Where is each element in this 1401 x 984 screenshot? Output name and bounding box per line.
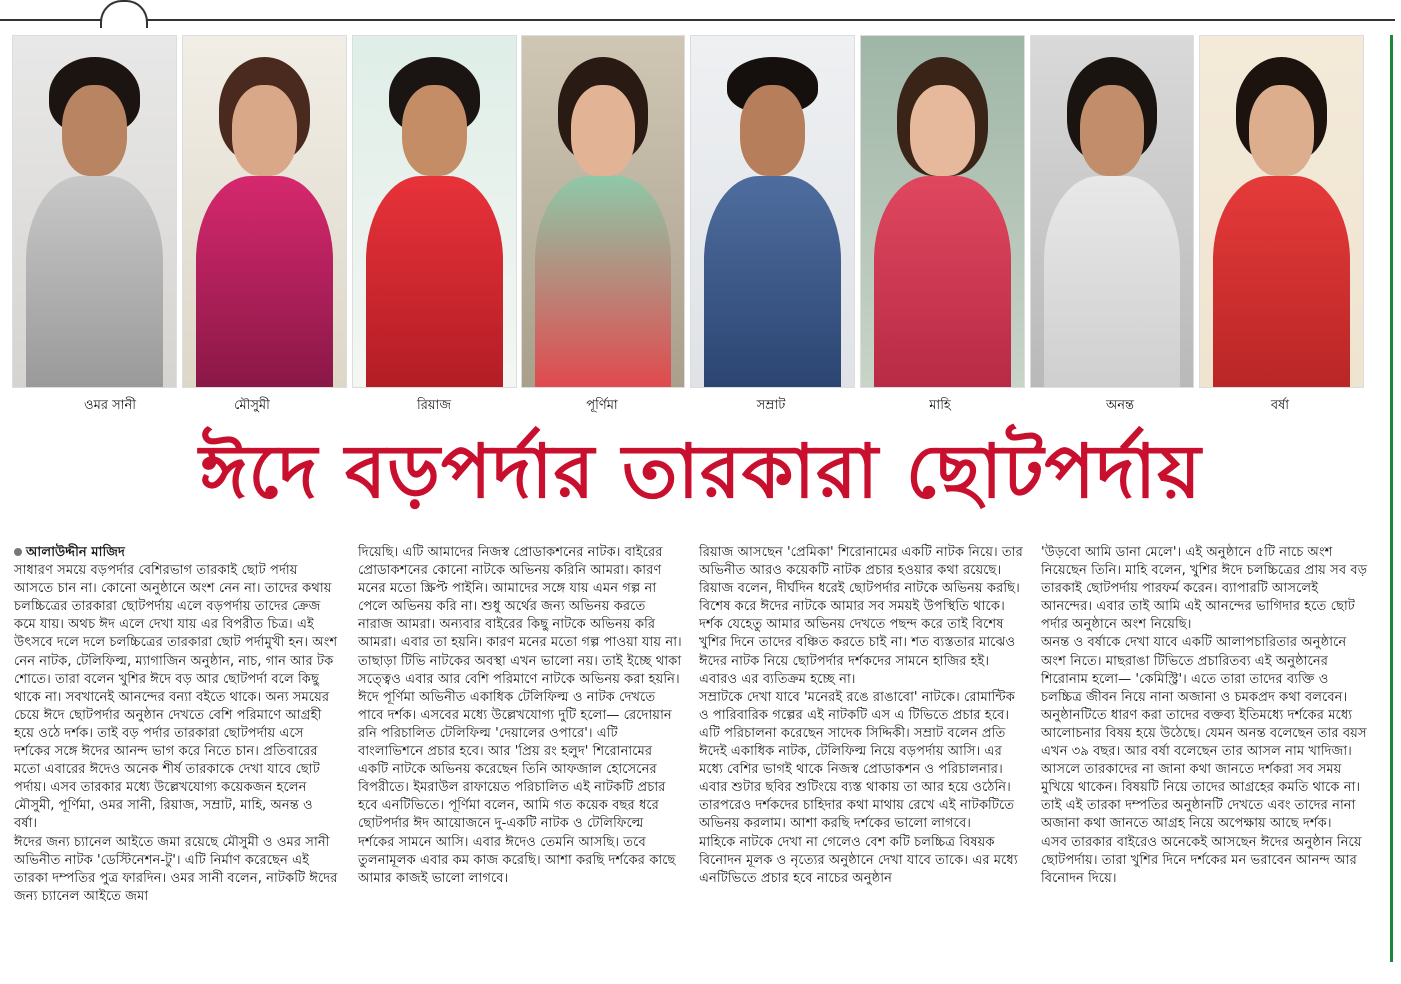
photo-ananta bbox=[1030, 35, 1194, 388]
byline-bullet-icon bbox=[14, 548, 22, 556]
photo-purnima bbox=[521, 35, 685, 388]
photo-mousumi bbox=[182, 35, 347, 388]
byline bbox=[14, 544, 338, 562]
header-tab-decoration bbox=[100, 0, 148, 28]
column-3-paragraph-3: মাহিকে নাটকে দেখা না গেলেও বেশ কটি চলচ্চিত্র বিষয়ক বিনোদন মূলক ও নৃত্যের অনুষ্ঠানে দেখা যাবে তাকে। এর মধ্যে এনটিভিতে প্রচার হবে নাচের অনুষ্ঠান bbox=[699, 834, 1018, 886]
article-column-4 bbox=[1041, 544, 1371, 888]
column-3-paragraph-1: রিয়াজ আসছেন 'প্রেমিকা' শিরোনামের একটি নাটক নিয়ে। তার অভিনীত আরও কয়েকটি নাটক প্রচার হওয়ার কথা রয়েছে। রিয়াজ বলেন, দীর্ঘদিন ধরেই ছোটপর্দার নাটকে অভিনয় করছি। বিশেষ করে ঈদের নাটকে আমার সব সময়ই উপস্থিতি থাকে। দর্শক যেহেতু আমার অভিনয় দেখতে পছন্দ করে তাই বিশেষ খুশির দিনে তাদের বঞ্চিত করতে চাই না। শত ব্যস্ততার মাঝেও ঈদের নাটক নিয়ে ছোটপর্দার দর্শকদের সামনে হাজির হই। এবারও এর ব্যতিক্রম হচ্ছে না। bbox=[699, 545, 1023, 687]
star-photo-strip bbox=[12, 35, 1364, 390]
photo-riaz bbox=[352, 35, 517, 388]
column-4-paragraph-1: 'উড়বো আমি ডানা মেলে'। এই অনুষ্ঠানে ৫টি নাচে অংশ নিয়েছেন তিনি। মাহি বলেন, খুশির ঈদে চলচ্চিত্রের প্রায় সব বড় তারকাই ছোটপর্দায় পারফর্ম করেন। ব্যাপারটি আসলেই আনন্দের। এবার তাই আমি এই আনন্দের ভাগিদার হতে ছোট পর্দার অনুষ্ঠানে অংশ নিয়েছি। bbox=[1041, 545, 1368, 633]
caption-mousumi: মৌসুমী bbox=[234, 398, 270, 413]
column-4-paragraph-3: এসব তারকার বাইরেও অনেকেই আসছেন ঈদের অনুষ্ঠান নিয়ে ছোটপর্দায়। তারা খুশির দিনে দর্শকের মন ভরাবেন আনন্দ আর বিনোদন দিয়ে। bbox=[1041, 834, 1362, 886]
photo-omar-sani bbox=[12, 35, 177, 388]
column-3-paragraph-2: সম্রাটকে দেখা যাবে 'মনেরই রঙে রাঙাবো' নাটকে। রোমান্টিক ও পারিবারিক গল্পের এই নাটকটি এস এ টিভিতে প্রচার হবে। এটি পরিচালনা করেছেন সাদেক সিদ্দিকী। সম্রাট বলেন প্রতি ঈদেই একাধিক নাটক, টেলিফিল্ম নিয়ে বড়পর্দায় আসি। এর মধ্যে বেশির ভাগই থাকে নিজস্ব প্রোডাকশন ও পরিচালনার। এবার শুটার ছবির শুটিংয়ে ব্যস্ত থাকায় তা আর হয়ে ওঠেনি। তারপরেও দর্শকদের চাহিদার কথা মাথায় রেখে এই নাটকটিতে অভিনয় করলাম। আশা করছি দর্শকের ভালো লাগবে। bbox=[699, 689, 1016, 832]
photo-mahi bbox=[860, 35, 1025, 388]
caption-barsha: বর্ষা bbox=[1270, 398, 1290, 413]
article-column-2 bbox=[358, 544, 682, 888]
page-header-bar bbox=[0, 0, 1401, 28]
caption-riaz: রিয়াজ bbox=[417, 398, 451, 413]
caption-ananta: অনন্ত bbox=[1106, 398, 1134, 413]
caption-purnima: পূর্ণিমা bbox=[586, 398, 618, 413]
column-4-paragraph-2: অনন্ত ও বর্ষাকে দেখা যাবে একটি আলাপচারিতার অনুষ্ঠানে অংশ নিতে। মাছরাঙা টিভিতে প্রচারিতব্য এই অনুষ্ঠানের শিরোনাম হলো— 'কেমিস্ট্রি'। এতে তারা তাদের ব্যক্তি ও চলচ্চিত্র জীবন নিয়ে নানা অজানা ও চমকপ্রদ কথা বলবেন। অনুষ্ঠানটিতে ধারণ করা তাদের বক্তব্য ইতিমধ্যে দর্শকের মধ্যে আলোচনার বিষয় হয়ে উঠেছে। যেমন অনন্ত বলেছেন তার বয়স এখন ৩৯ বছর। আর বর্ষা বলেছেন তার আসল নাম খাদিজা। আসলে তারকাদের না জানা কথা জানতে দর্শকরা সব সময় মুখিয়ে থাকেন। বিষয়টি নিয়ে তাদের আগ্রহের কমতি থাকে না। তাই এই তারকা দম্পতির অনুষ্ঠানটি দেখতে এবং তাদের নানা অজানা কথা জানতে আগ্রহ নিয়ে অপেক্ষায় আছে দর্শক। bbox=[1041, 635, 1367, 832]
photo-barsha bbox=[1199, 35, 1364, 388]
caption-mahi: মাহি bbox=[929, 398, 951, 413]
column-1-paragraph-1: সাধারণ সময়ে বড়পর্দার বেশিরভাগ তারকাই ছোট পর্দায় আসতে চান না। কোনো অনুষ্ঠানে অংশ নেন না। তাদের কথায় চলচ্চিত্রের তারকারা ছোটপর্দায় এলে বড়পর্দায় তাদের ক্রেজ কমে যায়। অথচ ঈদ এলে দেখা যায় এর বিপরীত চিত্র। এই উৎসবে দলে দলে চলচ্চিত্রের তারকারা ছোট পর্দামুখী হন। অংশ নেন নাটক, টেলিফিল্ম, ম্যাগাজিন অনুষ্ঠান, নাচ, গান আর টক শোতে। তারা বলেন খুশির ঈদে বড় আর ছোটপর্দা বলে কিছু থাকে না। সবখানেই আনন্দের বন্যা বইতে থাকে। অন্য সময়ের চেয়ে ঈদে ছোটপর্দার অনুষ্ঠান দেখতে বেশি পরিমাণে আগ্রহী হয়ে ওঠে দর্শক। তাই বড় পর্দার তারকারা ছোটপর্দায় এসে দর্শকের সঙ্গে ঈদের আনন্দ ভাগ করে নিতে চান। প্রতিবারের মতো এবারের ঈদেও অনেক শীর্ষ তারকাকে দেখা যাবে ছোট পর্দায়। এসব তারকার মধ্যে উল্লেখযোগ্য কয়েকজন হলেন মৌসুমী, পূর্ণিমা, ওমর সানী, রিয়াজ, সম্রাট, মাহি, অনন্ত ও বর্ষা। bbox=[14, 563, 338, 832]
column-1-paragraph-2: ঈদের জন্য চ্যানেল আইতে জমা রয়েছে মৌসুমী ও ওমর সানী অভিনীত নাটক 'ডেস্টিনেশন-টু'। এটি নির্মাণ করেছেন এই তারকা দম্পতির পুত্র ফারদিন। ওমর সানী বলেন, নাটকটি ঈদের জন্য চ্যানেল আইতে জমা bbox=[14, 834, 338, 904]
photo-samrat bbox=[690, 35, 855, 388]
caption-samrat: সম্রাট bbox=[756, 398, 786, 413]
column-2-paragraph-2: ঈদে পূর্ণিমা অভিনীত একাধিক টেলিফিল্ম ও নাটক দেখতে পাবে দর্শক। এসবের মধ্যে উল্লেখযোগ্য দুটি হলো— রেদোয়ান রনি পরিচালিত টেলিফিল্ম 'দেয়ালের ওপারে'। এটি বাংলাভিশনে প্রচার হবে। আর 'প্রিয় রং হলুদ' শিরোনামের একটি নাটকে অভিনয় করেছেন তিনি আফজাল হোসেনের বিপরীতে। ইমরাউল রাফায়েত পরিচালিত এই নাটকটি প্রচার হবে এনটিভিতে। পূর্ণিমা বলেন, আমি গত কয়েক বছর ধরে ছোটপর্দার ঈদ আয়োজনে দু-একটি নাটক ও টেলিফিল্মে দর্শকের সামনে আসি। এবার ঈদেও তেমনি আসছি। তবে তুলনামূলক এবার কম কাজ করেছি। আশা করছি দর্শকের কাছে আমার কাজই ভালো লাগবে। bbox=[358, 689, 676, 886]
article-column-3 bbox=[699, 544, 1023, 888]
caption-omar-sani: ওমর সানী bbox=[84, 398, 136, 413]
byline-author: আলাউদ্দীন মাজিদ bbox=[26, 545, 125, 560]
header-rule bbox=[0, 19, 1395, 21]
column-2-paragraph-1: দিয়েছি। এটি আমাদের নিজস্ব প্রোডাকশনের নাটক। বাইরের প্রোডাকশনের কোনো নাটকে অভিনয় করিনি আমরা। কারণ মনের মতো স্ক্রিপ্ট পাইনি। আমাদের সঙ্গে যায় এমন গল্প না পেলে অভিনয় করি না। শুধু অর্থের জন্য অভিনয় করতে নারাজ আমরা। অন্যবার বাইরের কিছু নাটকে অভিনয় করি আমরা। এবার তা হয়নি। কারণ মনের মতো গল্প পাওয়া যায় না। তাছাড়া টিভি নাটকের অবস্থা এখন ভালো নয়। তাই ইচ্ছে থাকা সত্ত্বেও এবার আর বেশি পরিমাণে নাটকে অভিনয় করা হয়নি। bbox=[358, 545, 682, 687]
headline: ঈদে বড়পর্দার তারকারা ছোটপর্দায় bbox=[199, 429, 1202, 515]
article-column-1 bbox=[14, 544, 338, 906]
